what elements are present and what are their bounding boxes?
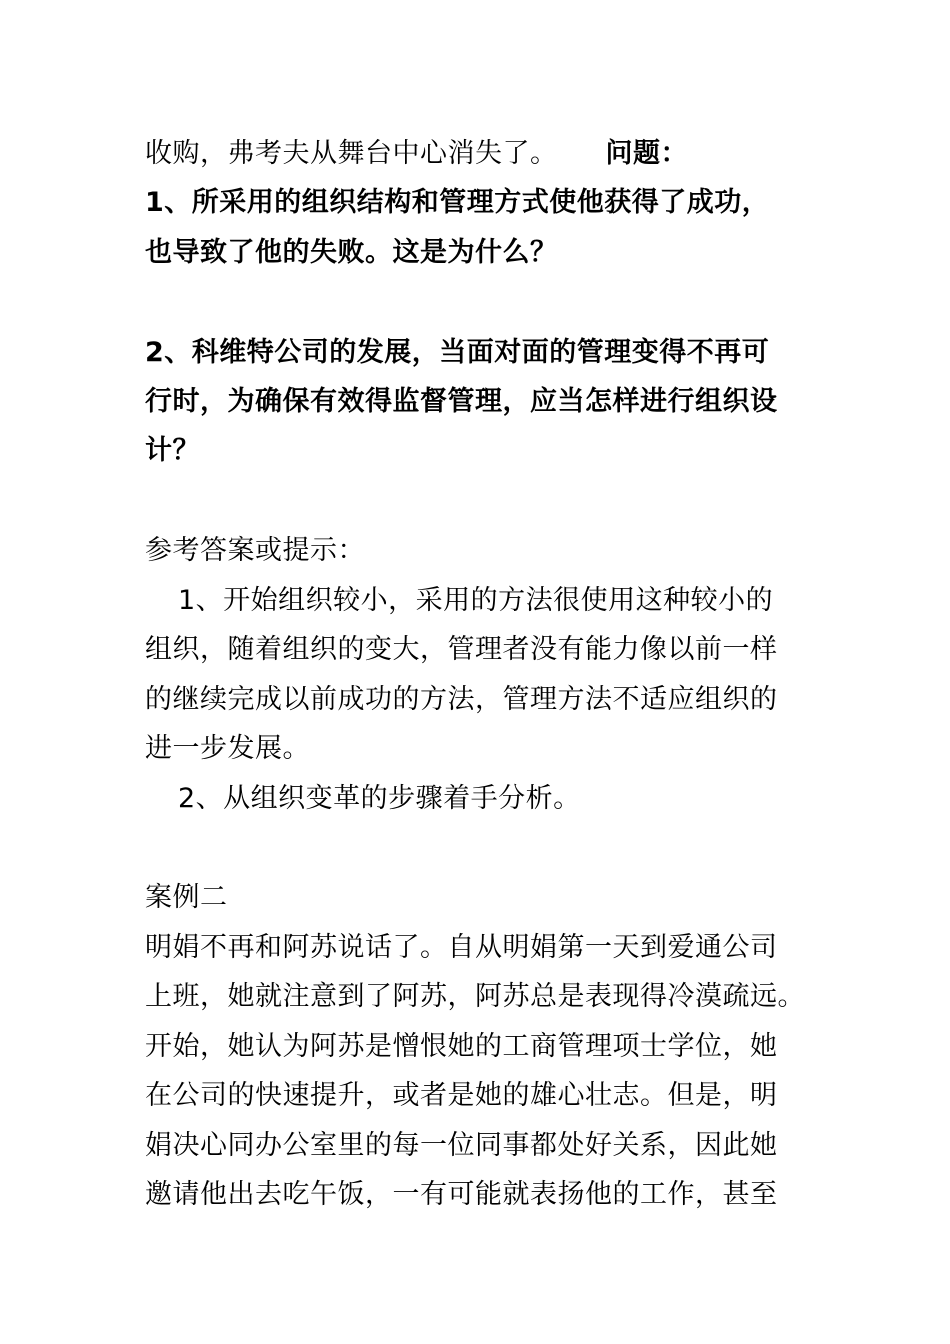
case-body-line-3: 开始，她认为阿苏是憎恨她的工商管理项士学位，她 — [145, 1031, 778, 1062]
case-body-line-4: 在公司的快速提升，或者是她的雄心壮志。但是，明 — [145, 1080, 778, 1111]
question2-line-1: 2、科维特公司的发展，当面对面的管理变得不再可 — [145, 337, 770, 368]
answer1-line-2: 组织，随着组织的变大，管理者没有能力像以前一样 — [145, 634, 778, 665]
case-title: 案例二 — [145, 882, 228, 913]
answer-heading: 参考答案或提示： — [145, 535, 365, 566]
case-body-line-2: 上班，她就注意到了阿苏，阿苏总是表现得冷漠疏远。 — [145, 981, 805, 1012]
case-body-line-6: 邀请他出去吃午饭，一有可能就表扬他的工作，甚至 — [145, 1179, 778, 1210]
answer1-line-1: 1、开始组织较小，采用的方法很使用这种较小的 — [178, 585, 774, 616]
question1-line-2: 也导致了他的失败。这是为什么？ — [145, 237, 558, 268]
intro-paragraph — [145, 136, 688, 172]
questions-heading: 问题： — [605, 138, 688, 169]
question2-line-2: 行时，为确保有效得监督管理，应当怎样进行组织设 — [145, 386, 778, 417]
case-body-line-1: 明娟不再和阿苏说话了。自从明娟第一天到爱通公司 — [145, 932, 778, 963]
question2-line-3: 计？ — [145, 435, 200, 466]
intro-line: 收购，弗考夫从舞台中心消失了。 — [145, 138, 558, 169]
answer2-line: 2、从组织变革的步骤着手分析。 — [178, 783, 581, 814]
case-body-line-5: 娟决心同办公室里的每一位同事都处好关系，因此她 — [145, 1130, 778, 1161]
answer1-line-3: 的继续完成以前成功的方法，管理方法不适应组织的 — [145, 684, 778, 715]
question1-line-1: 1、所采用的组织结构和管理方式使他获得了成功， — [145, 187, 770, 218]
answer1-line-4: 进一步发展。 — [145, 733, 310, 764]
